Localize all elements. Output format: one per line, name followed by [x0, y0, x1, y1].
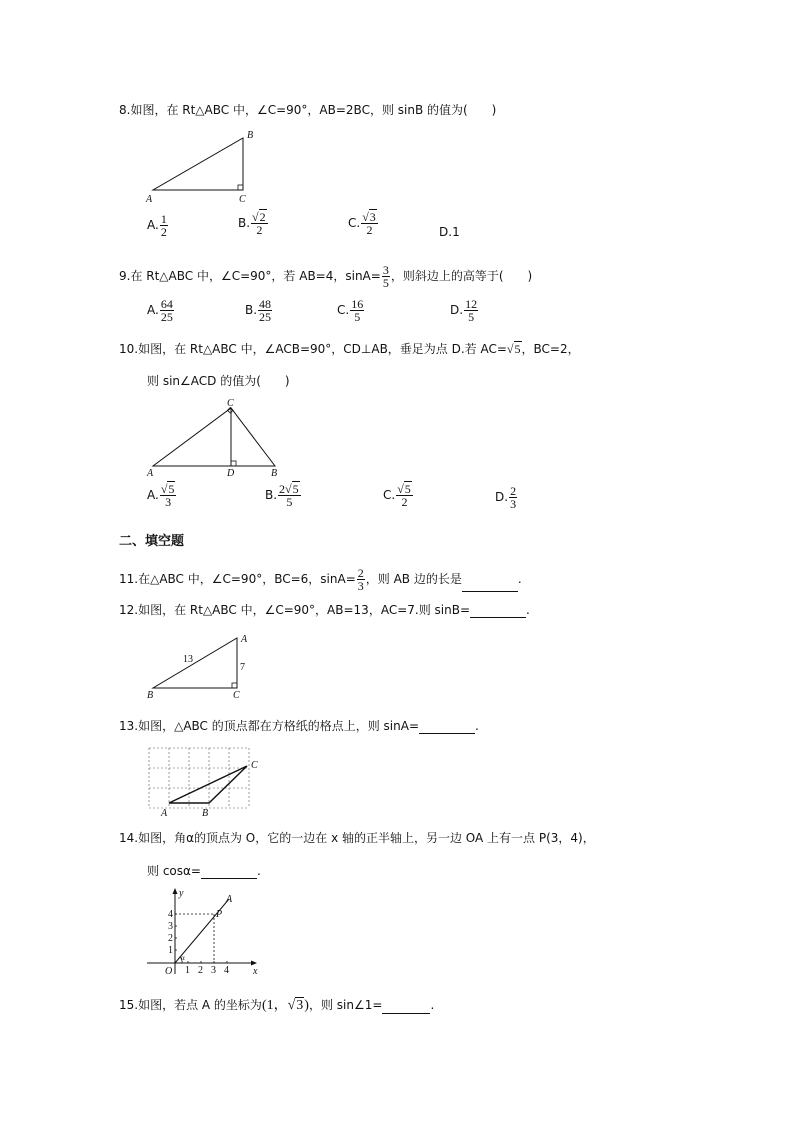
question-8-stem: 8.如图，在 Rt△ABC 中，∠C=90°，AB=2BC，则 sinB 的值为( ): [119, 103, 497, 117]
q8-label-c: C: [239, 194, 246, 205]
q14-coordinate-figure: [145, 886, 265, 976]
section-heading-fill-in: 二、填空题: [119, 534, 185, 549]
q12-label-c: C: [233, 690, 240, 701]
q10-option-b[interactable]: B. $\frac{2√5}{5}$: [265, 482, 299, 509]
q12-label-hypotenuse: 13: [183, 654, 193, 665]
q14-label-y: y: [179, 888, 184, 899]
q8-triangle-figure: [145, 128, 265, 206]
q13-label-b: B: [202, 808, 209, 819]
q10-option-d[interactable]: D. $\frac{2}{3}$: [495, 484, 517, 511]
q13-label-a: A: [161, 808, 168, 819]
q10-label-a: A: [147, 468, 154, 479]
question-10-stem: 10.如图，在 Rt△ABC 中，∠ACB=90°，CD⊥AB，垂足为点 D.若 AC=√5，BC=2，: [119, 342, 580, 356]
q14-label-a: A: [226, 894, 233, 905]
q13-answer-blank[interactable]: [419, 721, 475, 734]
q9-option-b[interactable]: B. $\frac{48}{25}$: [245, 297, 272, 324]
q10-option-a[interactable]: A. $\frac{√5}{3}$: [147, 482, 175, 509]
question-9-stem: 9.在 Rt△ABC 中，∠C=90°，若 AB=4，sinA= $\frac{3}{5}$ ，则斜边上的高等于( ): [119, 263, 533, 290]
question-10-stem-line2: 则 sin∠ACD 的值为( ): [147, 374, 290, 388]
question-14-stem: 14.如图，角α的顶点为 O，它的一边在 x 轴的正半轴上，另一边 OA 上有一点 P(3，4)，: [119, 831, 595, 845]
q8-option-b[interactable]: B. $\frac{√2}{2}$: [238, 210, 266, 237]
q14-tick-y1: 1: [168, 945, 173, 956]
q8-option-a[interactable]: A. $\frac{1}{2}$: [147, 212, 167, 239]
q10-label-d: D: [227, 468, 235, 479]
q10-option-c[interactable]: C. $\frac{√5}{2}$: [383, 482, 411, 509]
q14-label-alpha: α: [181, 954, 185, 962]
q12-label-a: A: [241, 634, 248, 645]
question-11-stem: 11.在△ABC 中，∠C=90°，BC=6，sinA= $\frac{2}{3}$ ，则 AB 边的长是 .: [119, 566, 522, 593]
q15-answer-blank[interactable]: [382, 1001, 430, 1014]
question-12-stem: 12.如图，在 Rt△ABC 中，∠C=90°，AB=13，AC=7.则 sinB= .: [119, 603, 530, 617]
q9-option-a[interactable]: A. $\frac{64}{25}$: [147, 297, 173, 324]
question-15-stem: 15.如图，若点 A 的坐标为(1，√3)，则 sin∠1= .: [119, 998, 435, 1013]
q14-tick-x3: 3: [211, 965, 216, 976]
q8-option-c[interactable]: C. $\frac{√3}{2}$: [348, 210, 376, 237]
q14-tick-x4: 4: [224, 965, 229, 976]
q14-tick-y2: 2: [168, 933, 173, 944]
q8-label-b: B: [247, 130, 254, 141]
q14-label-o: O: [165, 966, 173, 976]
q14-tick-y4: 4: [168, 909, 173, 920]
question-13-stem: 13.如图，△ABC 的顶点都在方格纸的格点上，则 sinA= .: [119, 719, 479, 733]
q8-option-d[interactable]: D.1: [439, 225, 460, 239]
q10-triangle-figure: [145, 396, 285, 482]
q10-label-b: B: [271, 468, 278, 479]
q10-label-c: C: [227, 398, 234, 409]
q13-grid-figure: [145, 744, 265, 820]
q9-option-c[interactable]: C. $\frac{16}{5}$: [337, 297, 364, 324]
q14-label-p: P: [216, 909, 223, 920]
q12-label-leg: 7: [240, 662, 245, 673]
q12-label-b: B: [147, 690, 154, 701]
q9-option-d[interactable]: D. $\frac{12}{5}$: [450, 297, 478, 324]
q14-answer-blank[interactable]: [201, 866, 257, 879]
q12-answer-blank[interactable]: [470, 605, 526, 618]
q14-tick-y3: 3: [168, 921, 173, 932]
q12-triangle-figure: [145, 628, 255, 702]
q14-tick-x1: 1: [185, 965, 190, 976]
q14-tick-x2: 2: [198, 965, 203, 976]
q11-answer-blank[interactable]: [462, 579, 518, 592]
question-14-stem-line2: 则 cosα= .: [147, 864, 261, 878]
q8-label-a: A: [146, 194, 153, 205]
q13-label-c: C: [251, 760, 258, 771]
q14-label-x: x: [253, 966, 258, 976]
